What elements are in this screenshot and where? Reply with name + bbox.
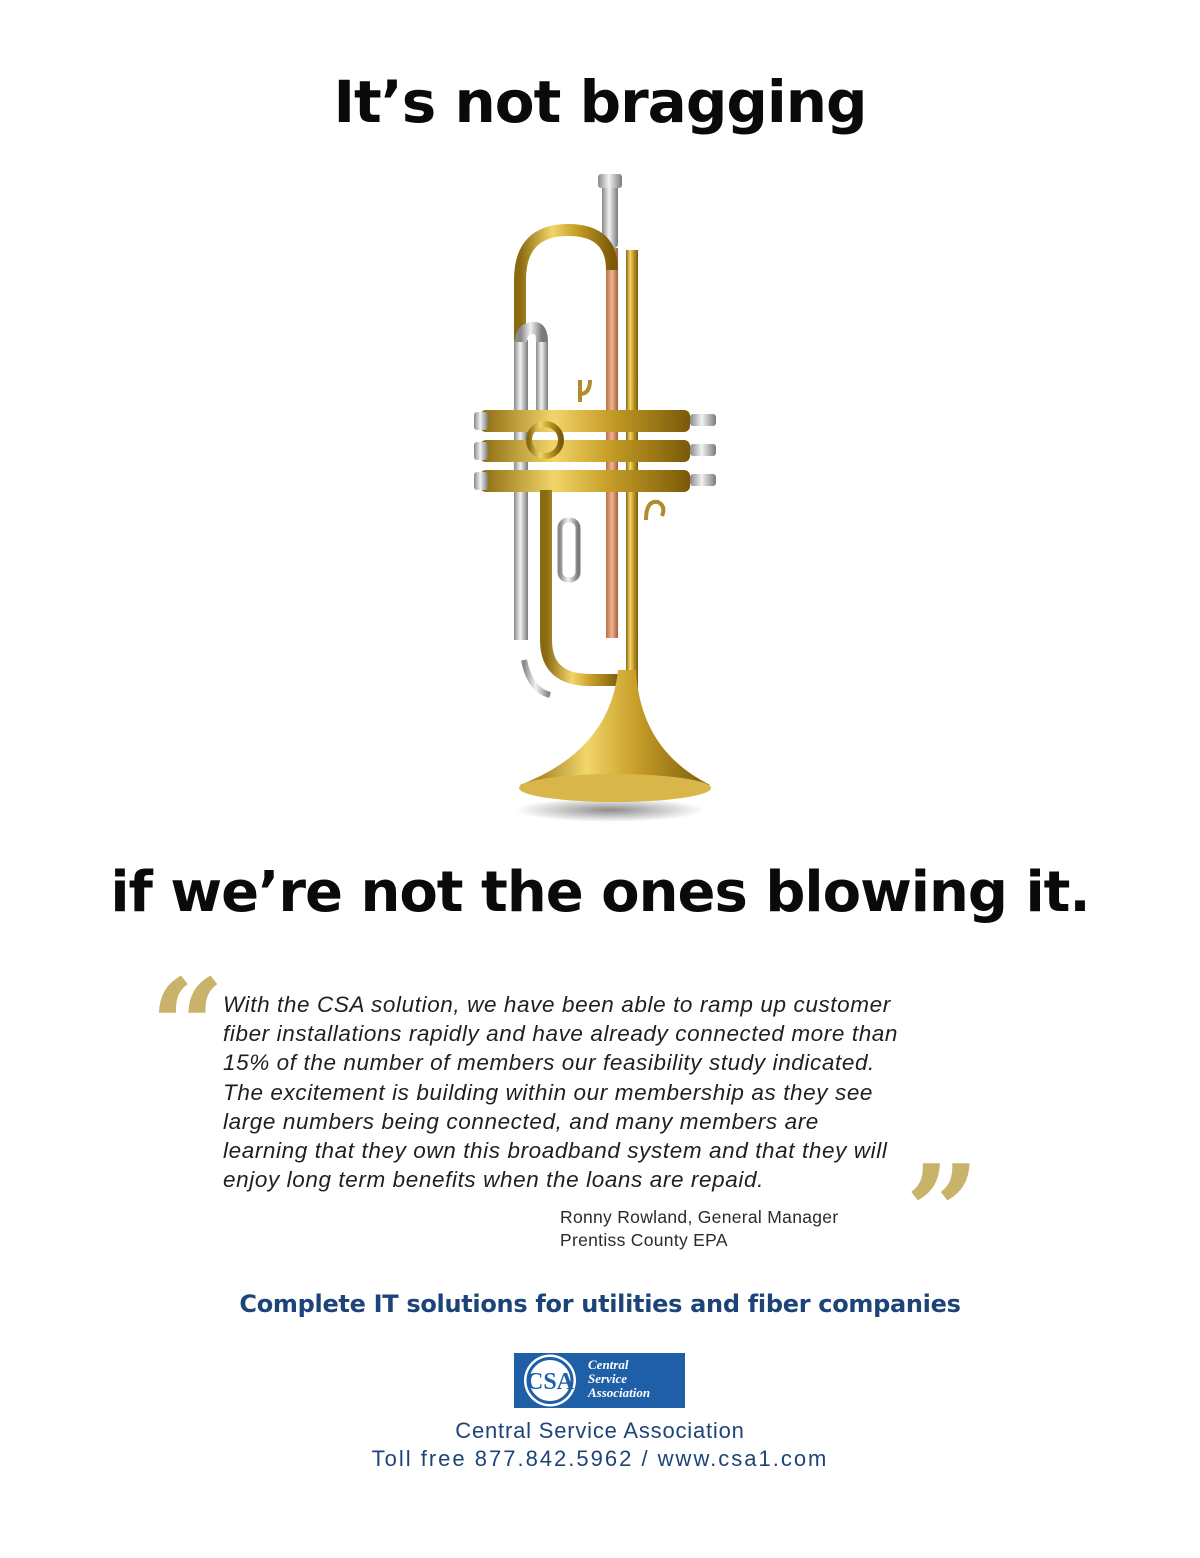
- attribution-name: Ronny Rowland, General Manager: [560, 1207, 839, 1227]
- headline-top: It’s not bragging: [333, 68, 867, 136]
- csa-logo: [514, 1353, 685, 1408]
- quote-line: fiber installations rapidly and have already connected more than: [223, 1021, 899, 1047]
- quote-line: learning that they own this broadband system and that they will: [223, 1138, 888, 1164]
- quote-line: 15% of the number of members our feasibility study indicated.: [223, 1050, 875, 1076]
- logo-line-3: Association: [588, 1385, 651, 1400]
- open-quote-icon: “: [150, 950, 225, 1103]
- tagline: Complete IT solutions for utilities and fiber companies: [239, 1290, 961, 1318]
- headline-bottom: if we’re not the ones blowing it.: [110, 860, 1090, 925]
- quote-line: With the CSA solution, we have been able to ramp up customer: [223, 992, 891, 1017]
- logo-line-2: Service: [588, 1371, 627, 1386]
- quote-line: The excitement is building within our membership as they see: [223, 1079, 874, 1105]
- footer-org-name: Central Service Association: [455, 1418, 745, 1443]
- attribution-org: Prentiss County EPA: [560, 1230, 728, 1250]
- quote-line: large numbers being connected, and many members are: [223, 1108, 819, 1134]
- footer-contact: Toll free 877.842.5962 / www.csa1.com: [371, 1446, 829, 1471]
- close-quote-icon: ”: [905, 1136, 980, 1289]
- testimonial-attribution: [560, 1206, 838, 1252]
- logo-line-1: Central: [588, 1357, 629, 1372]
- logo-mark: CSA: [525, 1369, 575, 1395]
- testimonial-quote: [223, 990, 993, 1194]
- trumpet-image: [440, 170, 760, 830]
- quote-line: enjoy long term benefits when the loans are repaid.: [223, 1167, 764, 1193]
